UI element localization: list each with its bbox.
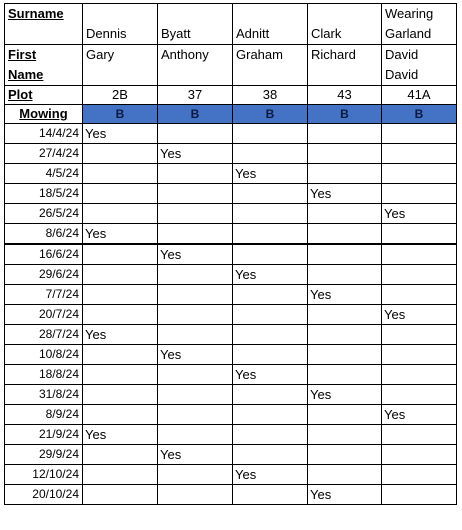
firstname-row: [5, 45, 457, 86]
schedule-row: [5, 285, 457, 305]
mowing-assignment-cell: [382, 224, 457, 245]
schedule-row: [5, 184, 457, 204]
date-cell: 14/4/24: [5, 124, 83, 144]
mowing-assignment-cell: Yes: [308, 485, 382, 505]
mowing-assignment-cell: Yes: [158, 244, 233, 265]
mowing-code-cell: B: [308, 105, 382, 124]
schedule-row: [5, 385, 457, 405]
plot-label: Plot: [5, 86, 83, 105]
mowing-assignment-cell: [233, 385, 308, 405]
surname-text: Dennis: [86, 26, 127, 41]
mowing-assignment-cell: [308, 445, 382, 465]
mowing-assignment-cell: [233, 405, 308, 425]
mowing-assignment-cell: [308, 325, 382, 345]
mowing-assignment-cell: [233, 184, 308, 204]
surname-cell: [233, 4, 308, 45]
mowing-assignment-cell: Yes: [233, 365, 308, 385]
mowing-assignment-cell: [83, 385, 158, 405]
mowing-assignment-cell: [83, 485, 158, 505]
schedule-row: [5, 445, 457, 465]
mowing-assignment-cell: [158, 224, 233, 245]
schedule-row: [5, 405, 457, 425]
mowing-assignment-cell: Yes: [83, 124, 158, 144]
firstname-label: [5, 45, 83, 86]
mowing-assignment-cell: Yes: [233, 164, 308, 184]
date-cell: 27/4/24: [5, 144, 83, 164]
mowing-assignment-cell: [83, 445, 158, 465]
date-cell: 20/7/24: [5, 305, 83, 325]
date-cell: 21/9/24: [5, 425, 83, 445]
date-cell: 31/8/24: [5, 385, 83, 405]
mowing-assignment-cell: Yes: [158, 345, 233, 365]
mowing-assignment-cell: Yes: [308, 285, 382, 305]
mowing-assignment-cell: [233, 345, 308, 365]
date-cell: 16/6/24: [5, 244, 83, 265]
mowing-assignment-cell: Yes: [83, 224, 158, 245]
schedule-row: [5, 345, 457, 365]
date-cell: 20/10/24: [5, 485, 83, 505]
mowing-assignment-cell: Yes: [158, 445, 233, 465]
schedule-row: [5, 465, 457, 485]
date-cell: 7/7/24: [5, 285, 83, 305]
date-cell: 8/9/24: [5, 405, 83, 425]
mowing-assignment-cell: [382, 285, 457, 305]
mowing-assignment-cell: [233, 445, 308, 465]
mowing-assignment-cell: [308, 425, 382, 445]
date-cell: 28/7/24: [5, 325, 83, 345]
plot-cell: 37: [158, 86, 233, 105]
firstname-cell: [83, 45, 158, 86]
mowing-assignment-cell: [308, 305, 382, 325]
mowing-assignment-cell: [308, 465, 382, 485]
mowing-assignment-cell: [158, 305, 233, 325]
mowing-assignment-cell: Yes: [308, 385, 382, 405]
mowing-assignment-cell: [83, 164, 158, 184]
schedule-row: [5, 124, 457, 144]
firstname-text: Anthony: [161, 47, 209, 62]
plot-cell: 2B: [83, 86, 158, 105]
mowing-rota-table: [4, 3, 457, 505]
mowing-assignment-cell: [83, 204, 158, 224]
schedule-row: [5, 244, 457, 265]
mowing-assignment-cell: [233, 204, 308, 224]
mowing-assignment-cell: [382, 425, 457, 445]
schedule-row: [5, 164, 457, 184]
firstname-cell: [158, 45, 233, 86]
surname-cell: [83, 4, 158, 45]
mowing-assignment-cell: [158, 325, 233, 345]
mowing-assignment-cell: [308, 204, 382, 224]
date-cell: 26/5/24: [5, 204, 83, 224]
mowing-code-cell: B: [158, 105, 233, 124]
mowing-assignment-cell: [83, 184, 158, 204]
mowing-assignment-cell: Yes: [83, 425, 158, 445]
plot-cell: 38: [233, 86, 308, 105]
mowing-assignment-cell: [158, 164, 233, 184]
surname-cell: [382, 4, 457, 45]
mowing-assignment-cell: [308, 365, 382, 385]
mowing-assignment-cell: [158, 184, 233, 204]
schedule-row: [5, 204, 457, 224]
mowing-assignment-cell: [158, 365, 233, 385]
mowing-assignment-cell: [382, 325, 457, 345]
mowing-assignment-cell: [382, 345, 457, 365]
mowing-assignment-cell: Yes: [158, 144, 233, 164]
mowing-row: [5, 105, 457, 124]
mowing-assignment-cell: [158, 425, 233, 445]
surname-cell: [158, 4, 233, 45]
surname-text: Adnitt: [236, 26, 270, 41]
mowing-assignment-cell: [382, 265, 457, 285]
firstname-label-line2: Name: [8, 67, 44, 82]
mowing-assignment-cell: [382, 485, 457, 505]
firstname-cell: [233, 45, 308, 86]
schedule-row: [5, 224, 457, 245]
mowing-assignment-cell: [83, 345, 158, 365]
mowing-assignment-cell: [83, 465, 158, 485]
mowing-assignment-cell: [158, 204, 233, 224]
schedule-row: [5, 265, 457, 285]
firstname-text-line2: David: [385, 67, 419, 82]
mowing-code-cell: B: [83, 105, 158, 124]
mowing-assignment-cell: [83, 265, 158, 285]
mowing-assignment-cell: [308, 244, 382, 265]
mowing-assignment-cell: [233, 144, 308, 164]
mowing-assignment-cell: [83, 285, 158, 305]
mowing-assignment-cell: [308, 144, 382, 164]
surname-text: Clark: [311, 26, 342, 41]
date-cell: 8/6/24: [5, 224, 83, 245]
firstname-cell: [308, 45, 382, 86]
mowing-assignment-cell: [158, 485, 233, 505]
mowing-code-cell: B: [233, 105, 308, 124]
surname-text: Byatt: [161, 26, 191, 41]
mowing-assignment-cell: [83, 305, 158, 325]
mowing-assignment-cell: [308, 265, 382, 285]
plot-row: [5, 86, 457, 105]
date-cell: 29/9/24: [5, 445, 83, 465]
mowing-assignment-cell: [83, 405, 158, 425]
surname-label: Surname: [5, 4, 83, 45]
mowing-assignment-cell: [158, 405, 233, 425]
mowing-assignment-cell: [83, 144, 158, 164]
surname-text-line2: Garland: [385, 26, 432, 41]
surname-cell: [308, 4, 382, 45]
mowing-assignment-cell: [382, 465, 457, 485]
mowing-code-cell: B: [382, 105, 457, 124]
mowing-assignment-cell: [233, 224, 308, 245]
mowing-assignment-cell: [233, 244, 308, 265]
schedule-row: [5, 325, 457, 345]
mowing-assignment-cell: [382, 365, 457, 385]
mowing-assignment-cell: [233, 305, 308, 325]
date-cell: 18/5/24: [5, 184, 83, 204]
mowing-assignment-cell: [382, 385, 457, 405]
mowing-assignment-cell: [158, 385, 233, 405]
schedule-row: [5, 365, 457, 385]
mowing-assignment-cell: [308, 345, 382, 365]
mowing-assignment-cell: [382, 184, 457, 204]
schedule-row: [5, 305, 457, 325]
firstname-label-line1: First: [8, 47, 37, 62]
mowing-assignment-cell: [83, 244, 158, 265]
mowing-assignment-cell: [83, 365, 158, 385]
date-cell: 18/8/24: [5, 365, 83, 385]
mowing-assignment-cell: Yes: [382, 305, 457, 325]
mowing-assignment-cell: Yes: [233, 265, 308, 285]
mowing-assignment-cell: [158, 265, 233, 285]
mowing-assignment-cell: [382, 124, 457, 144]
mowing-assignment-cell: [308, 164, 382, 184]
mowing-assignment-cell: [233, 325, 308, 345]
schedule-row: [5, 425, 457, 445]
mowing-assignment-cell: Yes: [308, 184, 382, 204]
mowing-assignment-cell: [158, 465, 233, 485]
mowing-assignment-cell: [382, 244, 457, 265]
mowing-label: Mowing: [5, 105, 83, 124]
date-cell: 12/10/24: [5, 465, 83, 485]
date-cell: 29/6/24: [5, 265, 83, 285]
surname-row: [5, 4, 457, 45]
mowing-assignment-cell: [233, 425, 308, 445]
mowing-assignment-cell: Yes: [83, 325, 158, 345]
date-cell: 10/8/24: [5, 345, 83, 365]
mowing-assignment-cell: [158, 124, 233, 144]
firstname-text-line1: David: [385, 47, 419, 62]
mowing-assignment-cell: [233, 124, 308, 144]
firstname-text: Graham: [236, 47, 283, 62]
schedule-row: [5, 144, 457, 164]
mowing-assignment-cell: Yes: [233, 465, 308, 485]
mowing-assignment-cell: Yes: [382, 204, 457, 224]
mowing-assignment-cell: [382, 144, 457, 164]
mowing-assignment-cell: [233, 285, 308, 305]
mowing-assignment-cell: [158, 285, 233, 305]
firstname-text: Gary: [86, 47, 115, 62]
mowing-assignment-cell: [382, 445, 457, 465]
mowing-assignment-cell: [308, 124, 382, 144]
schedule-row: [5, 485, 457, 505]
firstname-text: Richard: [311, 47, 356, 62]
surname-text-line1: Wearing: [385, 6, 434, 21]
mowing-assignment-cell: Yes: [382, 405, 457, 425]
mowing-assignment-cell: [308, 405, 382, 425]
date-cell: 4/5/24: [5, 164, 83, 184]
mowing-assignment-cell: [382, 164, 457, 184]
plot-cell: 41A: [382, 86, 457, 105]
firstname-cell: [382, 45, 457, 86]
mowing-assignment-cell: [308, 224, 382, 245]
mowing-assignment-cell: [233, 485, 308, 505]
plot-cell: 43: [308, 86, 382, 105]
